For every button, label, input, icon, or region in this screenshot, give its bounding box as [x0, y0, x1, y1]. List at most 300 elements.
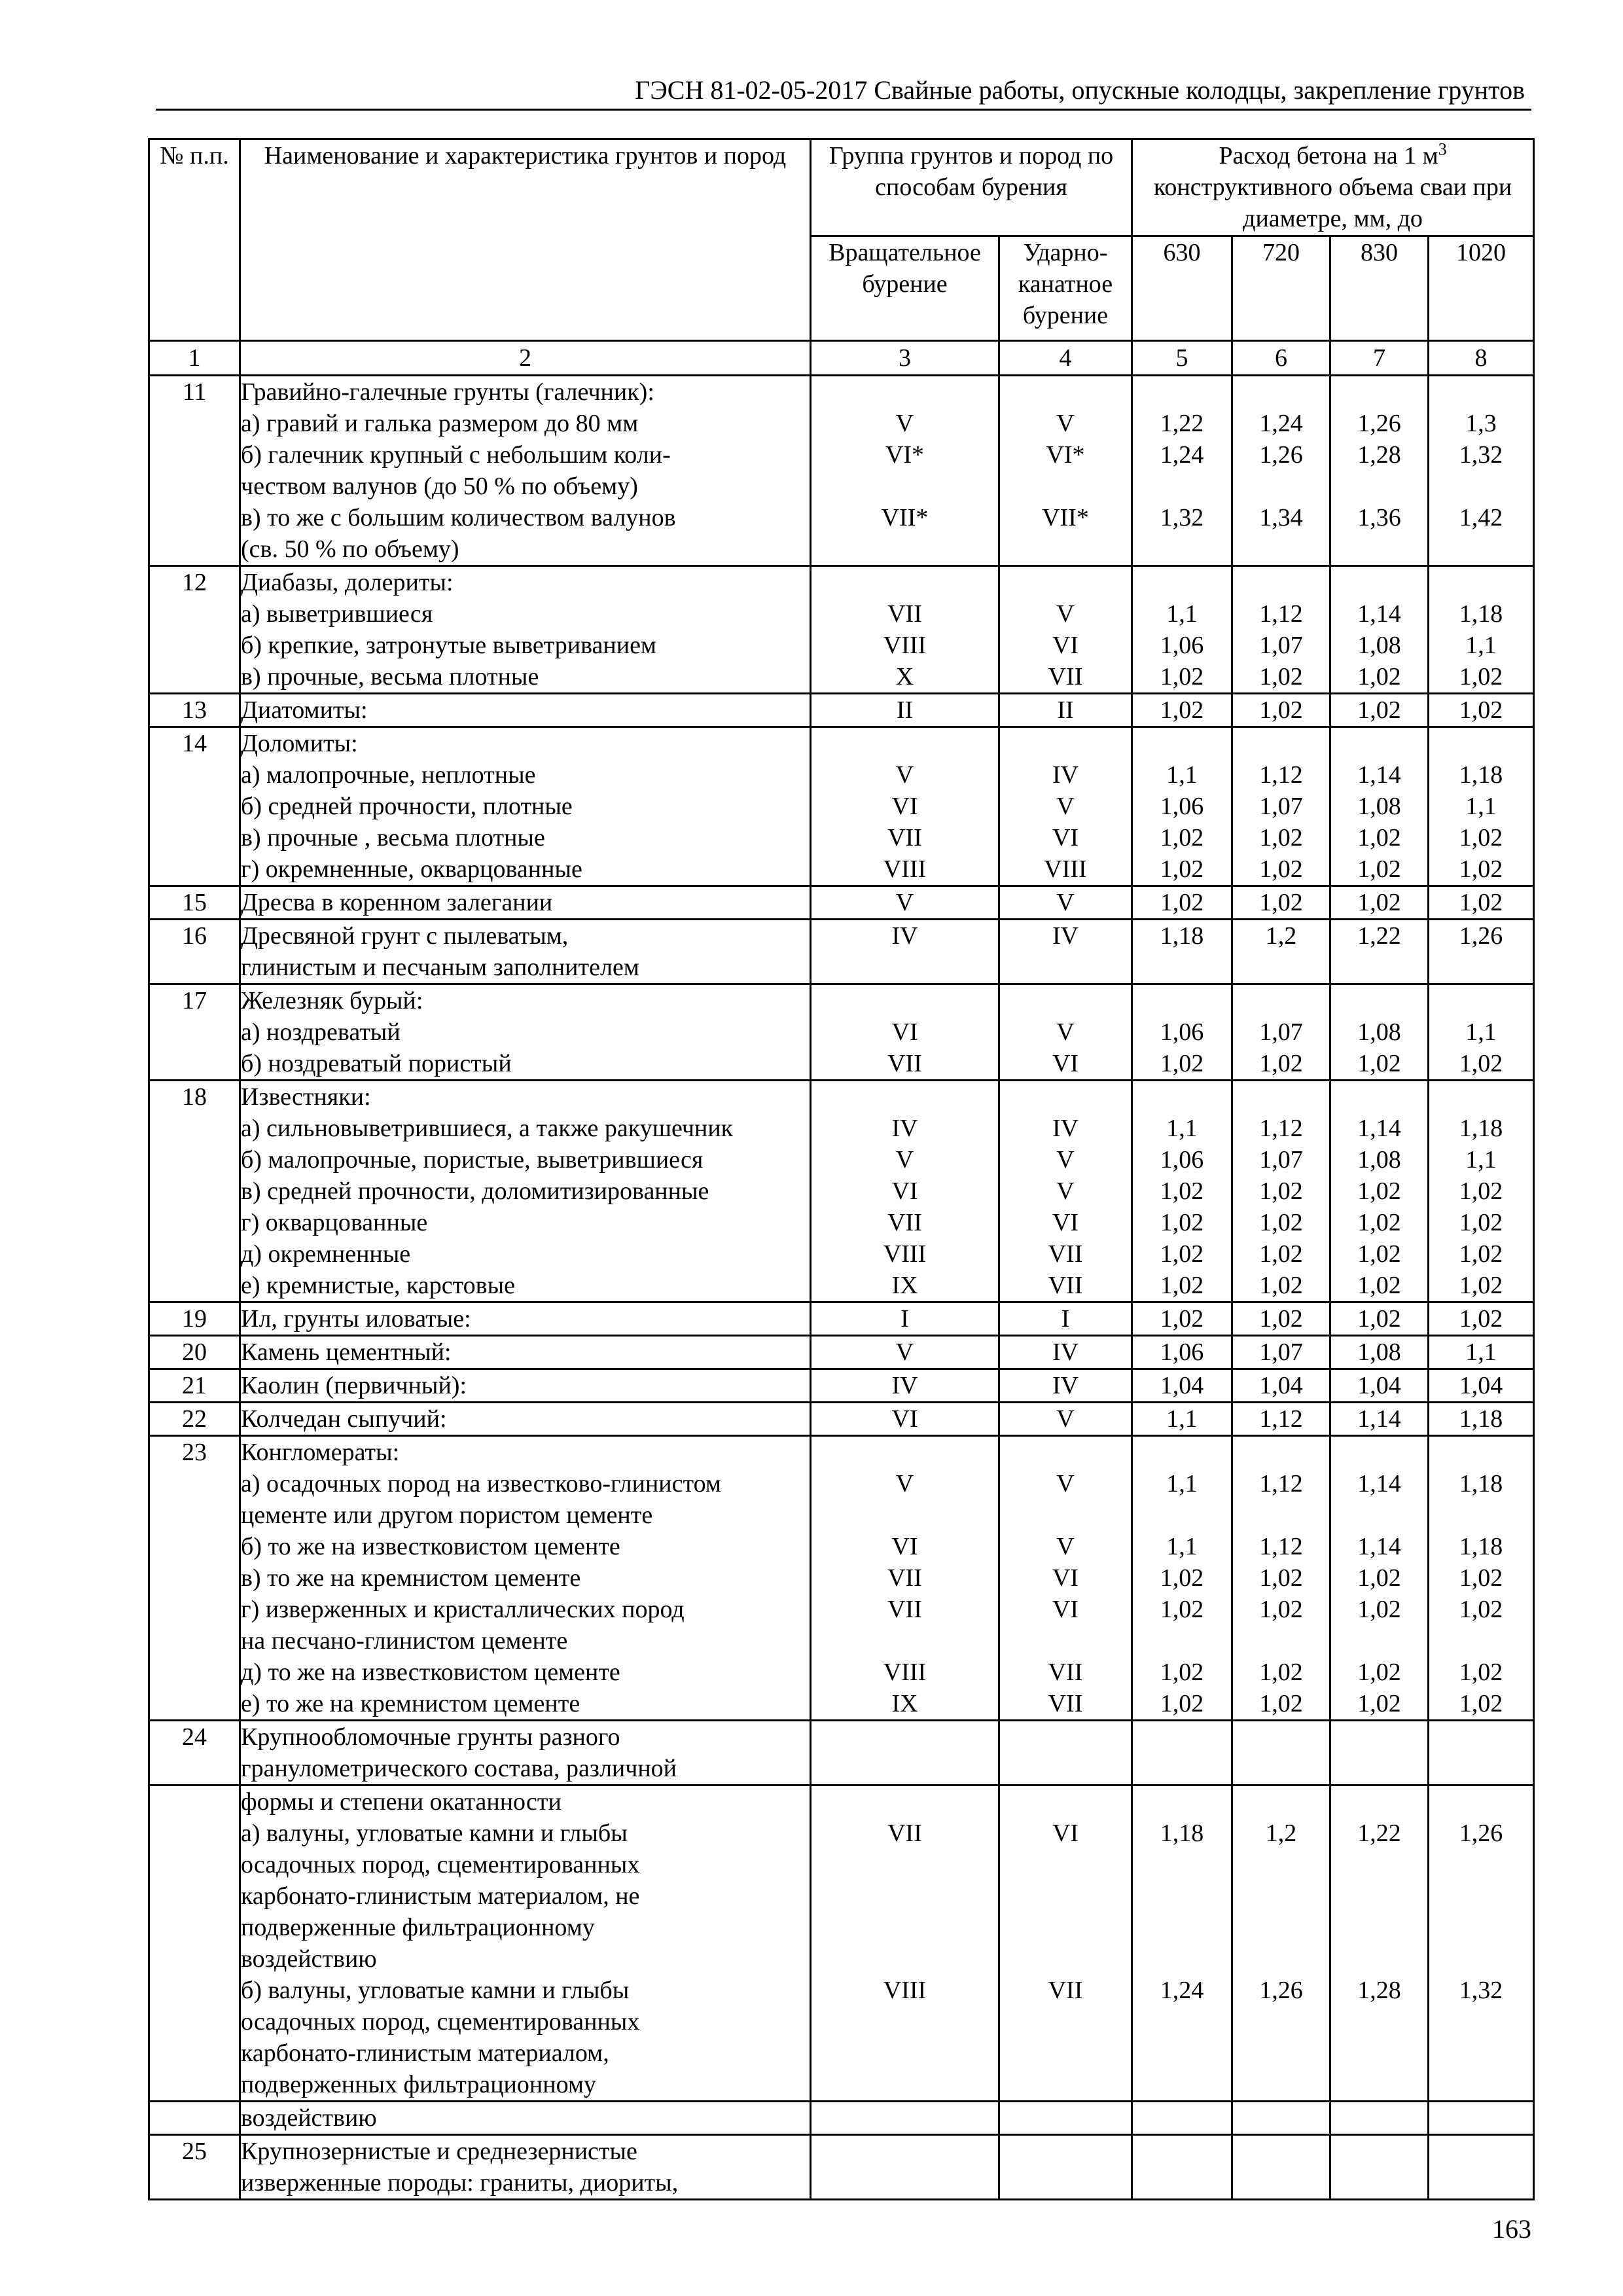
row-description: б) ноздреватый пористый: [241, 1050, 512, 1077]
row-value-720: 1,02: [1259, 1305, 1303, 1333]
row-value-1020-cell: [1429, 1369, 1534, 1403]
row-value-1020: [1429, 1081, 1533, 1113]
row-value-1020-cell: [1429, 566, 1534, 694]
row-rotary-group-cell: [811, 1369, 999, 1403]
column-number-cell: 1: [149, 341, 240, 376]
row-value-630: [1133, 1943, 1231, 1975]
row-percussion-group: [1000, 2102, 1131, 2134]
row-description: Диатомиты:: [241, 696, 368, 724]
row-value-630: 1,02: [1160, 1690, 1204, 1717]
row-value-1020: 1,1: [1465, 793, 1497, 820]
row-value-830: 1,02: [1357, 663, 1401, 691]
row-description-cell: [240, 886, 811, 920]
row-description: осадочных пород, сцементированных: [241, 1851, 640, 1878]
row-value-720: [1233, 1437, 1329, 1468]
row-value-630-cell: [1132, 566, 1232, 694]
row-value-1020: 1,18: [1459, 1405, 1503, 1433]
row-percussion-group: VII*: [1042, 504, 1089, 531]
header-consumption-sup: 3: [1438, 139, 1447, 159]
row-rotary-group: [812, 1625, 998, 1657]
row-number: 22: [182, 1405, 207, 1433]
header-d630: 630: [1132, 236, 1232, 341]
row-description: Ил, грунты иловатые:: [241, 1305, 471, 1333]
row-value-720: [1233, 2102, 1329, 2134]
row-value-630-cell: [1132, 694, 1232, 727]
row-number-cell: [149, 1721, 240, 1785]
row-description: изверженные породы: граниты, диориты,: [241, 2169, 679, 2197]
row-number: 15: [182, 889, 207, 916]
row-rotary-group: V: [895, 889, 914, 916]
row-description: а) гравий и галька размером до 80 мм: [241, 410, 639, 437]
row-value-720: 1,12: [1259, 1533, 1303, 1560]
row-rotary-group: VII: [887, 1209, 922, 1236]
row-percussion-group: [1000, 952, 1131, 983]
row-value-1020-cell: [1429, 1436, 1534, 1721]
row-value-1020: 1,42: [1459, 504, 1503, 531]
row-value-830: 1,26: [1357, 410, 1401, 437]
row-value-720: 1,02: [1259, 1564, 1303, 1592]
row-percussion-group-cell: [999, 2135, 1132, 2200]
row-description: б) валуны, угловатые камни и глыбы: [241, 1977, 630, 2004]
row-rotary-group: VI: [891, 793, 918, 820]
row-value-830: 1,02: [1357, 889, 1401, 916]
row-description: Камень цементный:: [241, 1338, 452, 1366]
row-rotary-group: [812, 2102, 998, 2134]
row-value-1020: [1429, 1943, 1533, 1975]
row-value-830: 1,02: [1357, 1690, 1401, 1717]
row-value-1020: 1,1: [1465, 632, 1497, 659]
row-rotary-group: V: [895, 1470, 914, 1498]
row-rotary-group: VI: [891, 1018, 918, 1046]
row-value-630: 1,02: [1160, 824, 1204, 852]
header-rotary: Вращательное бурение: [811, 236, 999, 341]
row-description: Конгломераты:: [241, 1439, 400, 1466]
row-value-1020: [1429, 567, 1533, 598]
row-value-720: [1233, 1943, 1329, 1975]
row-value-630: 1,02: [1160, 1659, 1204, 1686]
row-value-630: [1133, 2102, 1231, 2134]
row-description: (св. 50 % по объему): [241, 535, 459, 563]
row-percussion-group: [1000, 1943, 1131, 1975]
column-number-cell: 3: [811, 341, 999, 376]
row-value-1020-cell: [1429, 920, 1534, 984]
row-value-830: [1331, 1437, 1427, 1468]
row-percussion-group-cell: [999, 694, 1132, 727]
row-value-1020: 1,02: [1459, 824, 1503, 852]
row-number-cell: [149, 984, 240, 1081]
row-value-830: 1,22: [1357, 1820, 1401, 1847]
row-value-630: 1,02: [1160, 1596, 1204, 1623]
row-percussion-group: V: [1056, 410, 1075, 437]
row-value-830-cell: [1330, 920, 1429, 984]
row-value-1020: [1429, 985, 1533, 1016]
row-rotary-group-cell: [811, 886, 999, 920]
row-description-cell: [240, 1403, 811, 1436]
row-value-720: 1,07: [1259, 1146, 1303, 1174]
row-value-830-cell: [1330, 1436, 1429, 1721]
row-rotary-group-cell: [811, 376, 999, 566]
row-rotary-group: [812, 533, 998, 565]
row-value-630-cell: [1132, 2135, 1232, 2200]
row-rotary-group: VII: [887, 824, 922, 852]
row-percussion-group-cell: [999, 1369, 1132, 1403]
row-percussion-group: VI: [1052, 824, 1079, 852]
row-value-1020: 1,02: [1459, 855, 1503, 883]
row-rotary-group: [812, 2006, 998, 2037]
row-value-830: 1,28: [1357, 441, 1401, 469]
header-d1020: 1020: [1429, 236, 1534, 341]
row-value-630: [1133, 2037, 1231, 2069]
row-rotary-group: [812, 1721, 998, 1753]
row-value-630: 1,02: [1160, 1272, 1204, 1299]
row-description-cell: [240, 1081, 811, 1302]
row-rotary-group: VIII: [883, 1240, 927, 1268]
row-value-720: [1233, 376, 1329, 408]
row-value-720: 1,02: [1259, 696, 1303, 724]
row-description: Гравийно-галечные грунты (галечник):: [241, 378, 654, 406]
row-value-630: 1,02: [1160, 696, 1204, 724]
row-percussion-group: [1000, 985, 1131, 1016]
row-value-630: [1133, 567, 1231, 598]
table-row: [149, 886, 1534, 920]
row-value-830: [1331, 533, 1427, 565]
row-percussion-group: I: [1061, 1305, 1070, 1333]
row-value-830: [1331, 1912, 1427, 1943]
row-rotary-group: VI: [891, 1177, 918, 1205]
row-percussion-group: VII: [1048, 1240, 1083, 1268]
row-value-630: 1,1: [1166, 1470, 1198, 1498]
row-value-1020-cell: [1429, 1721, 1534, 1785]
row-value-1020-cell: [1429, 694, 1534, 727]
row-description-cell: [240, 920, 811, 984]
row-description: в) то же с большим количеством валунов: [241, 504, 676, 531]
row-value-720-cell: [1232, 727, 1330, 886]
row-value-1020: 1,1: [1465, 1018, 1497, 1046]
row-value-720: 1,07: [1259, 632, 1303, 659]
row-percussion-group: [1000, 2006, 1131, 2037]
row-description: воздействию: [241, 2104, 377, 2132]
row-number-cell: [149, 376, 240, 566]
row-value-630: [1133, 985, 1231, 1016]
row-value-720: [1233, 1081, 1329, 1113]
row-percussion-group: [1000, 567, 1131, 598]
row-percussion-group: V: [1056, 1177, 1075, 1205]
header-consumption: [1132, 139, 1534, 236]
row-value-830: [1331, 1499, 1427, 1531]
row-rotary-group: VI: [891, 1533, 918, 1560]
table-row: [149, 566, 1534, 694]
row-description: формы и степени окатанности: [241, 1788, 562, 1816]
row-value-630: [1133, 376, 1231, 408]
header-consumption-main: Расход бетона на 1 м: [1219, 142, 1438, 170]
row-value-830: 1,02: [1357, 1659, 1401, 1686]
row-value-830: 1,14: [1357, 600, 1401, 628]
table-row: [149, 727, 1534, 886]
row-rotary-group: [812, 952, 998, 983]
row-value-630: 1,02: [1160, 855, 1204, 883]
row-description: Доломиты:: [241, 730, 358, 757]
row-percussion-group: VII: [1048, 1690, 1083, 1717]
row-rotary-group: VI: [891, 1405, 918, 1433]
row-description-cell: [240, 1369, 811, 1403]
header-percussion: Ударно-канатное бурение: [999, 236, 1132, 341]
row-percussion-group: IV: [1052, 1338, 1079, 1366]
row-description-cell: [240, 1336, 811, 1369]
row-value-830-cell: [1330, 2102, 1429, 2135]
row-value-630: 1,24: [1160, 1977, 1204, 2004]
row-description: Колчедан сыпучий:: [241, 1405, 447, 1433]
row-description-cell: [240, 984, 811, 1081]
row-value-830: 1,36: [1357, 504, 1401, 531]
row-rotary-group-cell: [811, 1785, 999, 2102]
row-value-830-cell: [1330, 984, 1429, 1081]
row-description: а) осадочных пород на известково-глинистом: [241, 1470, 721, 1498]
row-number: 17: [182, 987, 207, 1014]
row-value-1020: 1,26: [1459, 1820, 1503, 1847]
row-value-720: 1,02: [1259, 1272, 1303, 1299]
row-value-720: 1,02: [1259, 1177, 1303, 1205]
row-value-630: 1,02: [1160, 663, 1204, 691]
row-description: подверженные фильтрационному: [241, 1914, 595, 1941]
row-value-720: [1233, 1721, 1329, 1753]
row-percussion-group: V: [1056, 1405, 1075, 1433]
row-number-cell: [149, 886, 240, 920]
row-description: а) выветрившиеся: [241, 600, 433, 628]
row-value-720: 1,02: [1259, 1690, 1303, 1717]
row-value-720: 1,07: [1259, 793, 1303, 820]
row-rotary-group: [812, 728, 998, 759]
row-value-630: 1,1: [1166, 761, 1198, 789]
row-value-630: 1,1: [1166, 600, 1198, 628]
row-value-630-cell: [1132, 1403, 1232, 1436]
row-rotary-group: [812, 1912, 998, 1943]
row-description-cell: [240, 1302, 811, 1336]
row-percussion-group: VI: [1052, 632, 1079, 659]
row-value-830: 1,14: [1357, 1533, 1401, 1560]
row-description: Дресвяной грунт с пылеватым,: [241, 922, 569, 950]
row-description: б) галечник крупный с небольшим коли-: [241, 441, 671, 469]
row-number: 18: [182, 1083, 207, 1111]
row-rotary-group-cell: [811, 1721, 999, 1785]
row-description-cell: [240, 566, 811, 694]
row-value-830: [1331, 2006, 1427, 2037]
row-value-830-cell: [1330, 1403, 1429, 1436]
row-value-830: [1331, 1849, 1427, 1880]
header-rule: [156, 109, 1531, 111]
row-value-830: [1331, 1081, 1427, 1113]
row-value-830: 1,14: [1357, 1115, 1401, 1142]
row-value-720: [1233, 952, 1329, 983]
row-description-cell: [240, 694, 811, 727]
row-description: глинистым и песчаным заполнителем: [241, 954, 639, 981]
row-number: 19: [182, 1305, 207, 1333]
row-percussion-group: [1000, 1880, 1131, 1912]
row-value-630: 1,02: [1160, 889, 1204, 916]
row-percussion-group: IV: [1052, 922, 1079, 950]
row-rotary-group: [812, 2069, 998, 2100]
row-value-630: 1,02: [1160, 1305, 1204, 1333]
row-value-830-cell: [1330, 1081, 1429, 1302]
row-value-1020: 1,18: [1459, 1470, 1503, 1498]
row-description: подверженных фильтрационному: [241, 2071, 596, 2098]
column-number-cell: 5: [1132, 341, 1232, 376]
row-value-720: 1,12: [1259, 1115, 1303, 1142]
column-number-cell: 2: [240, 341, 811, 376]
column-number-cell: 7: [1330, 341, 1429, 376]
row-value-630-cell: [1132, 886, 1232, 920]
row-number-cell: [149, 1336, 240, 1369]
row-rotary-group: VII*: [881, 504, 929, 531]
row-percussion-group: [1000, 376, 1131, 408]
row-value-720-cell: [1232, 2135, 1330, 2200]
row-description: д) то же на известковистом цементе: [241, 1659, 620, 1686]
row-number-cell: [149, 1369, 240, 1403]
row-value-830: [1331, 952, 1427, 983]
row-value-1020: [1429, 1721, 1533, 1753]
row-value-720: 1,02: [1259, 1659, 1303, 1686]
row-percussion-group: VI: [1052, 1596, 1079, 1623]
row-value-630: [1133, 1499, 1231, 1531]
row-percussion-group: [1000, 2136, 1131, 2167]
row-description: Дресва в коренном залегании: [241, 889, 553, 916]
row-percussion-group: V: [1056, 1146, 1075, 1174]
row-value-720: 1,12: [1259, 1470, 1303, 1498]
row-number-cell: [149, 566, 240, 694]
row-value-1020: [1429, 2167, 1533, 2198]
row-value-830: [1331, 376, 1427, 408]
row-rotary-group: V: [895, 761, 914, 789]
row-description: Каолин (первичный):: [241, 1372, 467, 1399]
row-value-720: [1233, 533, 1329, 565]
row-rotary-group: V: [895, 1146, 914, 1174]
row-value-830: 1,14: [1357, 1405, 1401, 1433]
row-value-1020: 1,02: [1459, 1564, 1503, 1592]
row-value-720: [1233, 2006, 1329, 2037]
row-value-720: [1233, 728, 1329, 759]
row-value-630: 1,1: [1166, 1405, 1198, 1433]
row-value-720: 1,24: [1259, 410, 1303, 437]
row-number: 13: [182, 696, 207, 724]
row-number: [150, 2102, 239, 2134]
table-row: [149, 2135, 1534, 2200]
row-value-720-cell: [1232, 1336, 1330, 1369]
row-number: 23: [182, 1439, 207, 1466]
row-value-830: [1331, 728, 1427, 759]
row-rotary-group: VIII: [883, 855, 927, 883]
row-percussion-group-cell: [999, 1721, 1132, 1785]
row-value-630: 1,02: [1160, 1177, 1204, 1205]
row-value-630: [1133, 1912, 1231, 1943]
table-row: [149, 1436, 1534, 1721]
row-description-cell: [240, 2102, 811, 2135]
row-percussion-group-cell: [999, 1302, 1132, 1336]
row-description: г) окварцованные: [241, 1209, 428, 1236]
row-number: 14: [182, 730, 207, 757]
row-value-630-cell: [1132, 1721, 1232, 1785]
row-rotary-group: [812, 376, 998, 408]
header-group: Группа грунтов и пород по способам бурения: [811, 139, 1132, 236]
row-value-830: 1,02: [1357, 1240, 1401, 1268]
row-percussion-group: V: [1056, 1533, 1075, 1560]
row-value-630-cell: [1132, 727, 1232, 886]
row-value-720-cell: [1232, 2102, 1330, 2135]
row-rotary-group-cell: [811, 566, 999, 694]
row-number-cell: [149, 1403, 240, 1436]
row-value-1020: [1429, 2136, 1533, 2167]
row-value-830: [1331, 2102, 1427, 2134]
row-value-720: 1,26: [1259, 1977, 1303, 2004]
row-description: чеством валунов (до 50 % по объему): [241, 473, 638, 500]
row-description: а) сильновыветрившиеся, а также ракушечник: [241, 1115, 734, 1142]
header-num: № п.п.: [149, 139, 240, 341]
row-percussion-group: [1000, 1625, 1131, 1657]
row-percussion-group: VIII: [1044, 855, 1087, 883]
row-value-1020: 1,04: [1459, 1372, 1503, 1399]
table-row: [149, 694, 1534, 727]
row-number-cell: [149, 727, 240, 886]
row-description: б) малопрочные, пористые, выветрившиеся: [241, 1146, 704, 1174]
row-value-720: 1,02: [1259, 1596, 1303, 1623]
row-rotary-group: VIII: [883, 1659, 927, 1686]
row-value-630: 1,06: [1160, 1018, 1204, 1046]
header-name: Наименование и характеристика грунтов и пород: [240, 139, 811, 341]
row-percussion-group: VII: [1048, 1272, 1083, 1299]
row-value-1020: 1,02: [1459, 1690, 1503, 1717]
row-value-720-cell: [1232, 1403, 1330, 1436]
row-value-720: [1233, 1849, 1329, 1880]
row-value-720: [1233, 471, 1329, 502]
row-value-720: 1,02: [1259, 855, 1303, 883]
row-value-830: [1331, 1625, 1427, 1657]
row-value-630-cell: [1132, 984, 1232, 1081]
row-percussion-group: VI: [1052, 1209, 1079, 1236]
row-value-830: [1331, 2037, 1427, 2069]
row-percussion-group: [1000, 2069, 1131, 2100]
row-value-630: 1,06: [1160, 1146, 1204, 1174]
row-value-830: 1,02: [1357, 1177, 1401, 1205]
row-value-830: [1331, 2136, 1427, 2167]
table-row: [149, 1081, 1534, 1302]
row-number: 21: [182, 1372, 207, 1399]
row-value-720-cell: [1232, 1369, 1330, 1403]
row-rotary-group-cell: [811, 1081, 999, 1302]
row-value-720: 1,02: [1259, 824, 1303, 852]
row-rotary-group: IX: [891, 1690, 918, 1717]
row-value-1020-cell: [1429, 1336, 1534, 1369]
page-number: 163: [1492, 2214, 1531, 2244]
row-value-630: 1,02: [1160, 1209, 1204, 1236]
row-percussion-group: V: [1056, 889, 1075, 916]
row-value-1020: [1429, 1880, 1533, 1912]
row-value-720: [1233, 985, 1329, 1016]
row-rotary-group: IV: [891, 1372, 918, 1399]
table-row: [149, 1302, 1534, 1336]
row-rotary-group-cell: [811, 2102, 999, 2135]
row-value-630-cell: [1132, 1081, 1232, 1302]
row-description-cell: [240, 376, 811, 566]
row-percussion-group-cell: [999, 1403, 1132, 1436]
row-number-cell: [149, 1302, 240, 1336]
row-rotary-group-cell: [811, 1336, 999, 1369]
row-value-720: 1,02: [1259, 1240, 1303, 1268]
row-value-720: 1,26: [1259, 441, 1303, 469]
row-value-1020-cell: [1429, 2102, 1534, 2135]
row-number-cell: [149, 2102, 240, 2135]
row-rotary-group: [812, 985, 998, 1016]
row-description: а) малопрочные, неплотные: [241, 761, 536, 789]
row-rotary-group: [812, 2167, 998, 2198]
row-value-830-cell: [1330, 1785, 1429, 2102]
